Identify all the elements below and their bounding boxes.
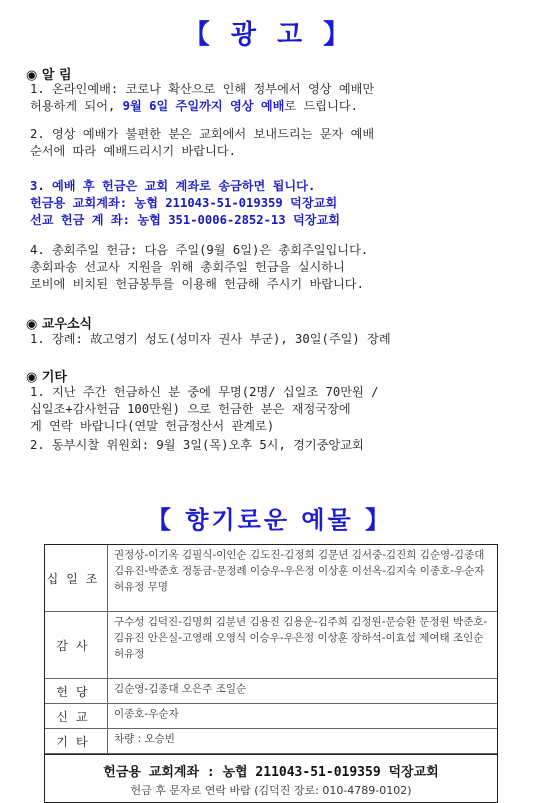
footer-contact: 헌금 후 문자로 연락 바람 (김덕진 장로: 010-4789-0102) bbox=[130, 784, 412, 797]
notice-1b: 허용하게 되어, 9월 6일 주일까지 영상 예배로 드립니다. bbox=[30, 99, 358, 113]
row-names: 차량 : 오승빈 bbox=[114, 733, 175, 745]
notice-2b: 순서에 따라 예배드리시기 바랍니다. bbox=[30, 144, 236, 158]
notice-4a: 4. 총회주일 헌금: 다음 주일(9월 6일)은 총회주일입니다. bbox=[30, 243, 369, 257]
table-footer bbox=[45, 754, 497, 802]
table-row bbox=[45, 729, 497, 754]
etc-heading bbox=[26, 366, 67, 385]
row-names: 이종호-우순자 bbox=[114, 708, 179, 720]
notice-4b: 총회파송 선교사 지원을 위해 총회주일 헌금을 실시하니 bbox=[30, 260, 345, 274]
bullet-icon: ◉ bbox=[26, 317, 38, 332]
row-label: 헌당 bbox=[45, 679, 108, 703]
church-news-heading bbox=[26, 313, 92, 332]
table-row bbox=[45, 704, 497, 729]
row-label: 신교 bbox=[45, 704, 108, 728]
church-news-1: 1. 장례: 故고영기 성도(성미자 권사 부군), 30일(주일) 장례 bbox=[30, 332, 391, 346]
etc-1c: 게 연락 바랍니다(연말 헌금정산서 관계로) bbox=[30, 419, 275, 433]
notice-3c: 선교 헌금 계 좌: 농협 351-0006-2852-13 덕장교회 bbox=[30, 213, 341, 227]
row-names: 권정상-이기옥 김필식-이인순 김도진-김정희 김문년 김서중-김진희 김순영-김종대 김유진-박준호 정동금-문정례 이승우-우은정 이상훈 이선옥-김지숙 이종호-우순자 허유정 무명 bbox=[114, 549, 485, 593]
etc-2: 2. 동부시찰 위원회: 9월 3일(목)오후 5시, 경기중앙교회 bbox=[30, 438, 364, 452]
notice-1a: 1. 온라인예배: 코로나 확산으로 인해 정부에서 영상 예배만 bbox=[30, 82, 375, 96]
footer-account: 헌금용 교회계좌 : 농협 211043-51-019359 덕장교회 bbox=[103, 765, 439, 780]
row-names: 김순영-김종대 오은주 조일순 bbox=[114, 683, 247, 695]
bullet-icon: ◉ bbox=[26, 370, 38, 385]
notice-4c: 로비에 비치된 헌금봉투를 이용해 헌금해 주시기 바랍니다. bbox=[30, 277, 364, 291]
church-news-title: 교우소식 bbox=[41, 317, 93, 332]
notice-title: 알 림 bbox=[41, 68, 72, 83]
row-label: 십일조 bbox=[45, 545, 108, 611]
etc-1a: 1. 지난 주간 헌금하신 분 중에 무명(2명/ 십일조 70만원 / bbox=[30, 385, 379, 399]
row-label: 기타 bbox=[45, 729, 108, 753]
ad-title: 【 광 고 】 bbox=[183, 20, 356, 50]
table-row bbox=[45, 679, 497, 704]
notice-3a: 3. 예배 후 헌금은 교회 계좌로 송금하면 됩니다. bbox=[30, 179, 316, 193]
offering-title: 【 향기로운 예물 】 bbox=[146, 506, 393, 534]
offering-table bbox=[44, 544, 498, 803]
table-row bbox=[45, 545, 497, 612]
etc-1b: 십일조+감사헌금 100만원) 으로 헌금한 분은 재정국장에 bbox=[30, 402, 351, 416]
notice-1b-highlight: 9월 6일 주일까지 영상 예배 bbox=[122, 99, 285, 113]
table-row bbox=[45, 612, 497, 679]
row-label: 감사 bbox=[45, 612, 108, 678]
notice-2a: 2. 영상 예배가 불편한 분은 교회에서 보내드리는 문자 예배 bbox=[30, 127, 375, 141]
notice-3b: 헌금용 교회계좌: 농협 211043-51-019359 덕장교회 bbox=[30, 196, 338, 210]
etc-title: 기타 bbox=[41, 370, 67, 385]
row-names: 구수성 김덕진-김명희 김분년 김용진 김용운-김주희 김정원-문승환 문정원 박준호-김유진 안은실-고영래 오영식 이승우-우은정 이상훈 장하석-이효섭 제여태 조인순 허유정 bbox=[114, 616, 488, 660]
bullet-icon: ◉ bbox=[26, 68, 38, 83]
